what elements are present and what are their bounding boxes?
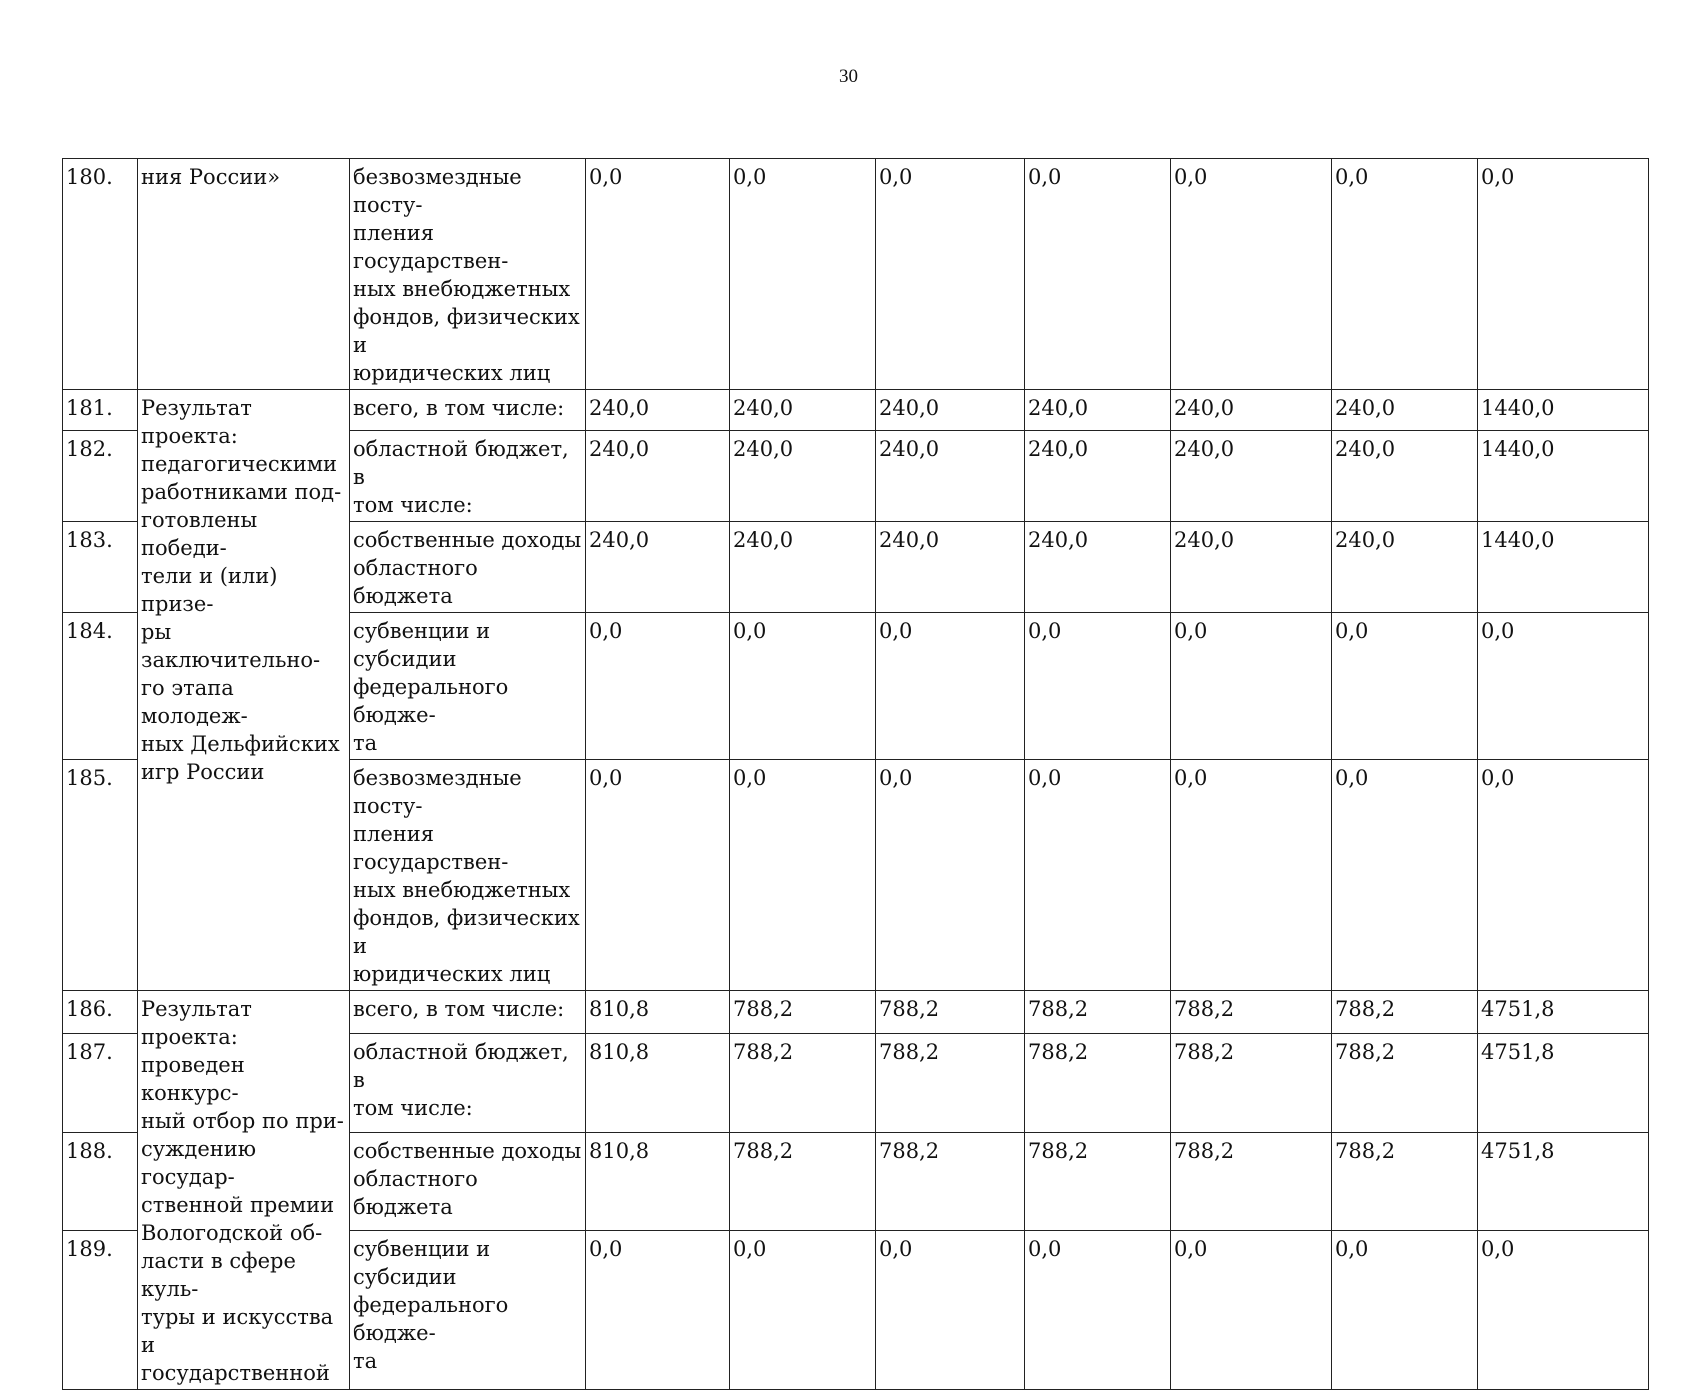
value-cell: 240,0 [730, 390, 876, 431]
value-cell: 0,0 [1332, 1231, 1478, 1390]
value-cell: 0,0 [1025, 760, 1171, 991]
funding-source: безвозмездные посту- пления государствен- ных внебюджетных фондов, физических и юридических лиц [350, 760, 586, 991]
result-description: Результат проекта: проведен конкурс- ный отбор по при- суждению государ- ственной премии Вологодской об- ласти в сфере куль- туры и искусства и государственной [138, 991, 350, 1390]
value-cell: 240,0 [876, 431, 1025, 522]
value-cell: 788,2 [1332, 1034, 1478, 1132]
value-cell: 0,0 [876, 613, 1025, 760]
row-number: 187. [63, 1034, 138, 1132]
value-cell: 0,0 [730, 613, 876, 760]
value-cell: 810,8 [586, 1132, 730, 1230]
value-cell: 0,0 [1025, 1231, 1171, 1390]
funding-source: безвозмездные посту- пления государствен- ных внебюджетных фондов, физических и юридических лиц [350, 159, 586, 390]
table-row [63, 159, 1649, 390]
value-cell: 788,2 [1332, 991, 1478, 1034]
value-cell: 810,8 [586, 1034, 730, 1132]
value-cell: 240,0 [1171, 390, 1332, 431]
total-cell: 1440,0 [1478, 522, 1649, 613]
row-number: 182. [63, 431, 138, 522]
value-cell: 240,0 [1332, 431, 1478, 522]
value-cell: 788,2 [730, 1132, 876, 1230]
result-description: ния России» [138, 159, 350, 390]
value-cell: 240,0 [876, 522, 1025, 613]
funding-source: субвенции и субсидии федерального бюдже- та [350, 613, 586, 760]
page-number: 30 [839, 66, 858, 87]
value-cell: 0,0 [876, 159, 1025, 390]
row-number: 188. [63, 1132, 138, 1230]
total-cell: 0,0 [1478, 613, 1649, 760]
funding-source: областной бюджет, в том числе: [350, 431, 586, 522]
row-number: 184. [63, 613, 138, 760]
funding-source: субвенции и субсидии федерального бюдже- та [350, 1231, 586, 1390]
value-cell: 0,0 [586, 760, 730, 991]
value-cell: 240,0 [1171, 522, 1332, 613]
value-cell: 0,0 [586, 613, 730, 760]
funding-table [62, 158, 1649, 1390]
value-cell: 0,0 [1171, 159, 1332, 390]
result-description: Результат проекта: педагогическими работниками под- готовлены победи- тели и (или) призе- ры заключительно- го этапа молодеж- ных Дельфийских игр России [138, 390, 350, 991]
value-cell: 810,8 [586, 991, 730, 1034]
value-cell: 0,0 [730, 760, 876, 991]
total-cell: 4751,8 [1478, 991, 1649, 1034]
value-cell: 788,2 [876, 1034, 1025, 1132]
total-cell: 1440,0 [1478, 390, 1649, 431]
value-cell: 0,0 [876, 1231, 1025, 1390]
value-cell: 240,0 [586, 431, 730, 522]
total-cell: 0,0 [1478, 159, 1649, 390]
value-cell: 0,0 [1332, 159, 1478, 390]
value-cell: 0,0 [1332, 760, 1478, 991]
table-row [63, 991, 1649, 1034]
value-cell: 788,2 [730, 1034, 876, 1132]
row-number: 181. [63, 390, 138, 431]
value-cell: 240,0 [876, 390, 1025, 431]
row-number: 180. [63, 159, 138, 390]
funding-source: собственные доходы областного бюджета [350, 1132, 586, 1230]
value-cell: 240,0 [586, 522, 730, 613]
value-cell: 788,2 [1171, 1034, 1332, 1132]
funding-source: всего, в том числе: [350, 390, 586, 431]
value-cell: 788,2 [1025, 991, 1171, 1034]
value-cell: 0,0 [1171, 760, 1332, 991]
value-cell: 0,0 [876, 760, 1025, 991]
value-cell: 788,2 [1025, 1132, 1171, 1230]
value-cell: 788,2 [1025, 1034, 1171, 1132]
value-cell: 788,2 [1171, 991, 1332, 1034]
value-cell: 240,0 [1332, 522, 1478, 613]
value-cell: 240,0 [1025, 390, 1171, 431]
value-cell: 0,0 [1332, 613, 1478, 760]
value-cell: 0,0 [586, 159, 730, 390]
value-cell: 240,0 [1025, 431, 1171, 522]
funding-source: областной бюджет, в том числе: [350, 1034, 586, 1132]
value-cell: 240,0 [1025, 522, 1171, 613]
total-cell: 0,0 [1478, 760, 1649, 991]
value-cell: 0,0 [586, 1231, 730, 1390]
total-cell: 4751,8 [1478, 1034, 1649, 1132]
value-cell: 0,0 [1171, 1231, 1332, 1390]
row-number: 185. [63, 760, 138, 991]
row-number: 189. [63, 1231, 138, 1390]
value-cell: 240,0 [586, 390, 730, 431]
value-cell: 788,2 [876, 1132, 1025, 1230]
value-cell: 0,0 [1025, 159, 1171, 390]
value-cell: 0,0 [730, 159, 876, 390]
row-number: 183. [63, 522, 138, 613]
table-row [63, 390, 1649, 431]
total-cell: 1440,0 [1478, 431, 1649, 522]
value-cell: 0,0 [1025, 613, 1171, 760]
value-cell: 788,2 [1171, 1132, 1332, 1230]
row-number: 186. [63, 991, 138, 1034]
value-cell: 788,2 [1332, 1132, 1478, 1230]
value-cell: 240,0 [1332, 390, 1478, 431]
value-cell: 240,0 [730, 522, 876, 613]
value-cell: 788,2 [876, 991, 1025, 1034]
funding-source: собственные доходы областного бюджета [350, 522, 586, 613]
value-cell: 240,0 [730, 431, 876, 522]
funding-source: всего, в том числе: [350, 991, 586, 1034]
value-cell: 240,0 [1171, 431, 1332, 522]
value-cell: 0,0 [730, 1231, 876, 1390]
total-cell: 4751,8 [1478, 1132, 1649, 1230]
value-cell: 0,0 [1171, 613, 1332, 760]
total-cell: 0,0 [1478, 1231, 1649, 1390]
value-cell: 788,2 [730, 991, 876, 1034]
